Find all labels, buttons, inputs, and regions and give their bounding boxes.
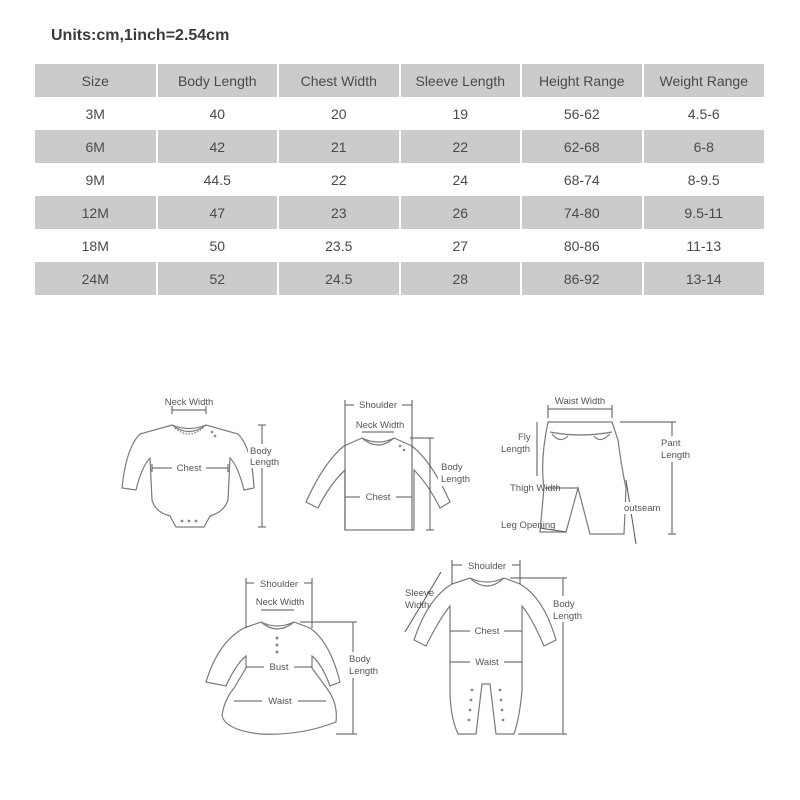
dress-outline — [206, 622, 340, 734]
table-cell: 74-80 — [521, 196, 643, 229]
table-cell: 68-74 — [521, 163, 643, 196]
table-row — [35, 229, 764, 262]
table-cell: 24 — [400, 163, 522, 196]
label-outseam: outseam — [624, 503, 661, 514]
button-dot — [276, 644, 279, 647]
label-body-length-2: Length — [349, 666, 379, 677]
header-sleeve-length: Sleeve Length — [400, 64, 522, 97]
dress-diagram — [206, 577, 384, 734]
table-cell: 56-62 — [521, 97, 643, 130]
table-cell: 6M — [35, 130, 157, 163]
label-body-length-1: Body — [553, 599, 575, 610]
label-pant-length-1: Pant — [661, 438, 681, 449]
label-waist: Waist — [475, 657, 499, 668]
bodysuit-diagram — [122, 397, 284, 527]
label-sleeve-width-1: Sleeve — [405, 588, 435, 599]
label-bust: Bust — [269, 662, 289, 673]
label-fly-length-2: Length — [501, 444, 531, 455]
label-shoulder: Shoulder — [259, 579, 299, 590]
label-fly-length-1: Fly — [518, 432, 531, 443]
snap-dot — [195, 520, 198, 523]
label-thigh-width: Thigh Width — [510, 483, 561, 494]
snap-dot — [188, 520, 191, 523]
table-header-row — [35, 64, 764, 97]
snap-dot — [500, 699, 503, 702]
snap-dot — [211, 431, 214, 434]
label-shoulder: Shoulder — [358, 400, 398, 411]
label-chest: Chest — [365, 492, 391, 503]
table-cell: 22 — [400, 130, 522, 163]
label-waist: Waist — [268, 696, 292, 707]
table-cell: 20 — [278, 97, 400, 130]
table-cell: 27 — [400, 229, 522, 262]
snap-dot — [214, 435, 217, 438]
table-cell: 19 — [400, 97, 522, 130]
bodysuit-outline — [122, 425, 254, 527]
table-row — [35, 262, 764, 295]
label-body-length-1: Body — [441, 462, 463, 473]
button-dot — [276, 637, 279, 640]
button-dot — [399, 445, 402, 448]
table-row — [35, 163, 764, 196]
table-cell: 4.5-6 — [643, 97, 765, 130]
pants-pocket — [594, 434, 610, 440]
table-cell: 9.5-11 — [643, 196, 765, 229]
table-row — [35, 196, 764, 229]
table-cell: 12M — [35, 196, 157, 229]
snap-dot — [468, 719, 471, 722]
table-cell: 13-14 — [643, 262, 765, 295]
romper-diagram — [405, 559, 588, 734]
button-dot — [403, 449, 406, 452]
label-chest: Chest — [176, 463, 202, 474]
table-cell: 26 — [400, 196, 522, 229]
units-note: Units:cm,1inch=2.54cm — [51, 27, 230, 44]
size-chart-table — [35, 64, 764, 295]
table-cell: 3M — [35, 97, 157, 130]
tshirt-outline — [306, 438, 450, 530]
table-cell: 40 — [157, 97, 279, 130]
label-body-length-2: Length — [250, 457, 280, 468]
table-cell: 42 — [157, 130, 279, 163]
table-cell: 47 — [157, 196, 279, 229]
table-cell: 23 — [278, 196, 400, 229]
label-chest: Chest — [474, 626, 500, 637]
header-chest-width: Chest Width — [278, 64, 400, 97]
table-cell: 50 — [157, 229, 279, 262]
table-cell: 18M — [35, 229, 157, 262]
table-row — [35, 97, 764, 130]
label-body-length-2: Length — [553, 611, 583, 622]
tshirt-diagram — [306, 398, 474, 530]
table-cell: 80-86 — [521, 229, 643, 262]
table-cell: 21 — [278, 130, 400, 163]
label-waist-width: Waist Width — [554, 396, 606, 407]
measurement-diagrams — [0, 380, 800, 790]
table-cell: 6-8 — [643, 130, 765, 163]
table-row — [35, 130, 764, 163]
table-cell: 23.5 — [278, 229, 400, 262]
pants-waistband — [550, 432, 612, 435]
label-body-length-1: Body — [250, 446, 272, 457]
header-weight-range: Weight Range — [643, 64, 765, 97]
table-cell: 24.5 — [278, 262, 400, 295]
label-shoulder: Shoulder — [467, 561, 507, 572]
header-size: Size — [35, 64, 157, 97]
label-leg-opening: Leg Opening — [501, 520, 556, 531]
label-neck-width: Neck Width — [164, 397, 214, 408]
table-cell: 11-13 — [643, 229, 765, 262]
button-dot — [276, 651, 279, 654]
table-cell: 86-92 — [521, 262, 643, 295]
snap-dot — [499, 689, 502, 692]
label-sleeve-width-2: Width — [405, 600, 430, 611]
pants-diagram — [501, 396, 696, 544]
snap-dot — [469, 709, 472, 712]
table-cell: 52 — [157, 262, 279, 295]
snap-dot — [470, 699, 473, 702]
table-cell: 28 — [400, 262, 522, 295]
table-cell: 62-68 — [521, 130, 643, 163]
table-cell: 8-9.5 — [643, 163, 765, 196]
snap-dot — [502, 719, 505, 722]
table-cell: 22 — [278, 163, 400, 196]
label-body-length-2: Length — [441, 474, 471, 485]
label-body-length-1: Body — [349, 654, 371, 665]
header-height-range: Height Range — [521, 64, 643, 97]
snap-dot — [471, 689, 474, 692]
label-neck-width: Neck Width — [355, 420, 405, 431]
table-cell: 44.5 — [157, 163, 279, 196]
header-body-length: Body Length — [157, 64, 279, 97]
table-cell: 24M — [35, 262, 157, 295]
pants-outline — [540, 422, 626, 534]
label-pant-length-2: Length — [661, 450, 691, 461]
table-cell: 9M — [35, 163, 157, 196]
label-neck-width: Neck Width — [255, 597, 305, 608]
snap-dot — [501, 709, 504, 712]
snap-dot — [181, 520, 184, 523]
